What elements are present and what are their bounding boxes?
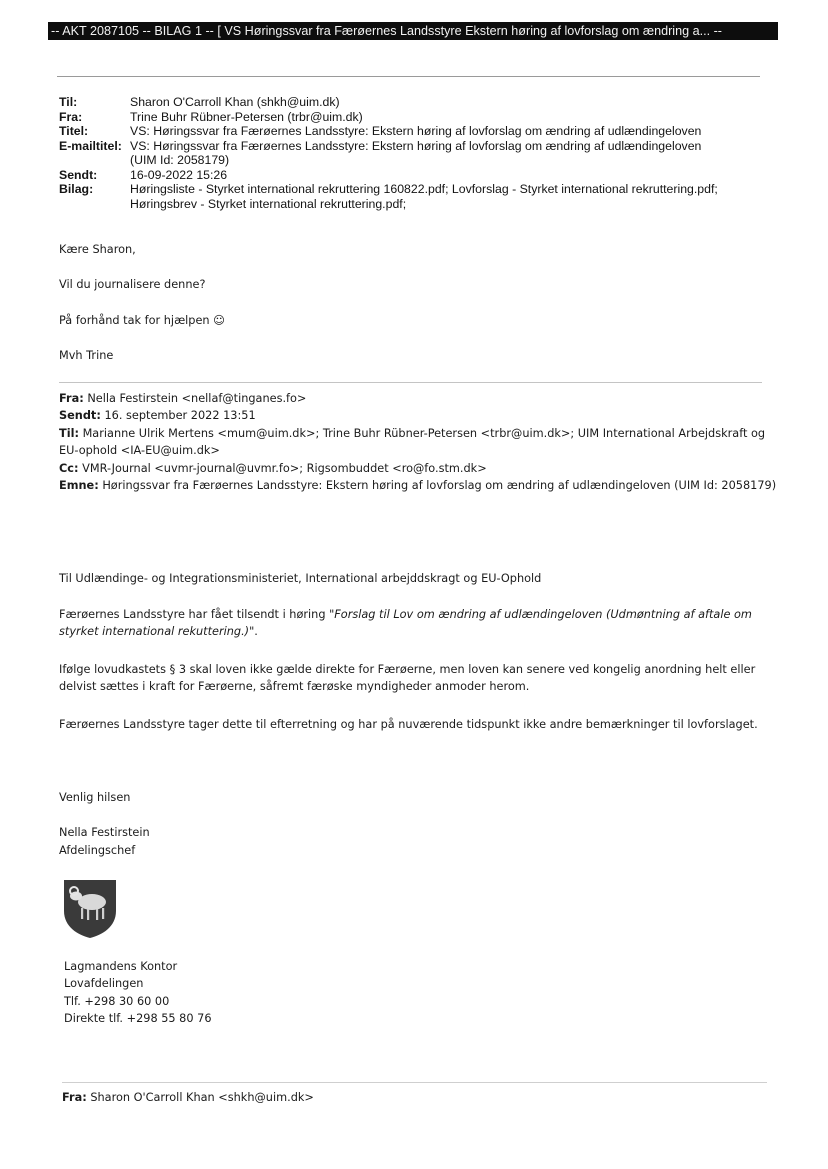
- letter-p1-end: .: [254, 625, 258, 639]
- header-from-value: Trine Buhr Rübner-Petersen (trbr@uim.dk): [130, 109, 363, 124]
- forwarded-cc: [59, 460, 779, 477]
- signature-name: Nella Festirstein: [59, 826, 150, 839]
- forwarded-sent: [59, 407, 779, 424]
- note-signoff: Mvh Trine: [59, 349, 114, 362]
- header-to-row: [59, 95, 769, 110]
- forwarded-from: [59, 390, 779, 407]
- forwarded-to-label: Til:: [59, 426, 79, 440]
- header-sent-label: Sendt:: [59, 167, 98, 182]
- forwarded-sent-label: Sendt:: [59, 409, 101, 423]
- letter-paragraph-3: Færøernes Landsstyre tager dette til efterretning og har på nuværende tidspunkt ikke andre bemærkninger til lovforslaget.: [59, 718, 758, 731]
- forwarded-cc-value: VMR-Journal <uvmr-journal@uvmr.fo>; Rigsombuddet <ro@fo.stm.dk>: [82, 461, 487, 475]
- forwarded-cc-label: Cc:: [59, 461, 79, 475]
- signature-position: Afdelingschef: [59, 844, 136, 857]
- contact-department: Lovafdelingen: [64, 977, 144, 991]
- letter-paragraph-2: Ifølge lovudkastets § 3 skal loven ikke gælde direkte for Færøerne, men loven kan senere ved kongelig anordning helt eller delvist sættes i kraft for Færøerne, såfremt færøske myndigheder anmoder herom.: [59, 663, 756, 694]
- header-sent-value: 16-09-2022 15:26: [130, 167, 228, 182]
- document-banner: -- AKT 2087105 -- BILAG 1 -- [ VS Høringssvar fra Færøernes Landsstyre Ekstern høring af lovforslag om ændring a... --: [48, 22, 778, 40]
- contact-direct: Direkte tlf. +298 55 80 76: [64, 1012, 212, 1026]
- header-emailtitle-row: [59, 139, 769, 168]
- forwarded-header: [59, 390, 779, 494]
- faroe-ram-crest-icon: [62, 877, 118, 939]
- bottom-rule: [62, 1082, 767, 1083]
- header-to-label: Til:: [59, 95, 78, 109]
- letter-p1-text: Færøernes Landsstyre har fået tilsendt i høring: [59, 608, 330, 621]
- header-attach-row: [59, 182, 769, 211]
- forwarded-subject: [59, 477, 779, 494]
- header-emailtitle-line2: (UIM Id: 2058179): [130, 153, 230, 167]
- note-greeting: Kære Sharon,: [59, 243, 136, 256]
- forwarded-from-label: Fra:: [59, 392, 84, 405]
- header-rule: [57, 76, 760, 77]
- letter-p1-italic: "Forslag til Lov om ændring af udlændingeloven (Udmøntning af aftale om styrket international rekuttering.)": [59, 608, 752, 639]
- header-from-row: [59, 110, 769, 125]
- note-thanks: På forhånd tak for hjælpen ☺: [59, 314, 225, 327]
- header-emailtitle-line1: VS: Høringssvar fra Færøernes Landsstyre: Ekstern høring af lovforslag om ændring af udlændingeloven: [130, 138, 702, 153]
- header-title-value: VS: Høringssvar fra Færøernes Landsstyre: Ekstern høring af lovforslag om ændring af udlændingeloven: [130, 124, 702, 138]
- forwarded-to-value: Marianne Ulrik Mertens <mum@uim.dk>; Trine Buhr Rübner-Petersen <trbr@uim.dk>; UIM International Arbejdskraft og EU-ophold <IA-EU@uim.dk>: [59, 426, 766, 458]
- header-emailtitle-value: [130, 139, 769, 168]
- forward-rule: [59, 382, 762, 383]
- forwarded-to: [59, 425, 779, 460]
- contact-block: [64, 958, 212, 1028]
- header-sent-row: [59, 168, 769, 183]
- header-title-row: [59, 124, 769, 139]
- header-to-value: Sharon O'Carroll Khan (shkh@uim.dk): [130, 95, 340, 109]
- letter-paragraph-1: [59, 606, 779, 641]
- header-emailtitle-label: E-mailtitel:: [59, 138, 122, 153]
- header-title-label: Titel:: [59, 124, 89, 138]
- forwarded-subject-label: Emne:: [59, 479, 99, 493]
- forwarded-from-value: Nella Festirstein <nellaf@tinganes.fo>: [87, 392, 307, 405]
- note-question: Vil du journalisere denne?: [59, 278, 206, 291]
- email-header: [59, 95, 769, 211]
- header-attach-label: Bilag:: [59, 182, 94, 196]
- forwarded-sent-value: 16. september 2022 13:51: [104, 409, 256, 423]
- letter-addressee: Til Udlændinge- og Integrationsministeriet, International arbejddskragt og EU-Ophold: [59, 572, 542, 585]
- header-from-label: Fra:: [59, 109, 83, 124]
- header-attach-value: Høringsliste - Styrket international rekruttering 160822.pdf; Lovforslag - Styrket international rekruttering.pdf; Høringsbrev - Styrket international rekruttering.pdf;: [130, 182, 718, 211]
- last-from-label: Fra:: [62, 1091, 87, 1104]
- contact-phone: Tlf. +298 30 60 00: [64, 994, 170, 1008]
- last-email-from: [62, 1089, 314, 1106]
- contact-office: Lagmandens Kontor: [64, 960, 178, 973]
- last-from-value: Sharon O'Carroll Khan <shkh@uim.dk>: [90, 1091, 314, 1104]
- letter-closing: Venlig hilsen: [59, 791, 131, 804]
- forwarded-subject-value: Høringssvar fra Færøernes Landsstyre: Ekstern høring af lovforslag om ændring af udlændingeloven (UIM Id: 2058179): [102, 479, 777, 493]
